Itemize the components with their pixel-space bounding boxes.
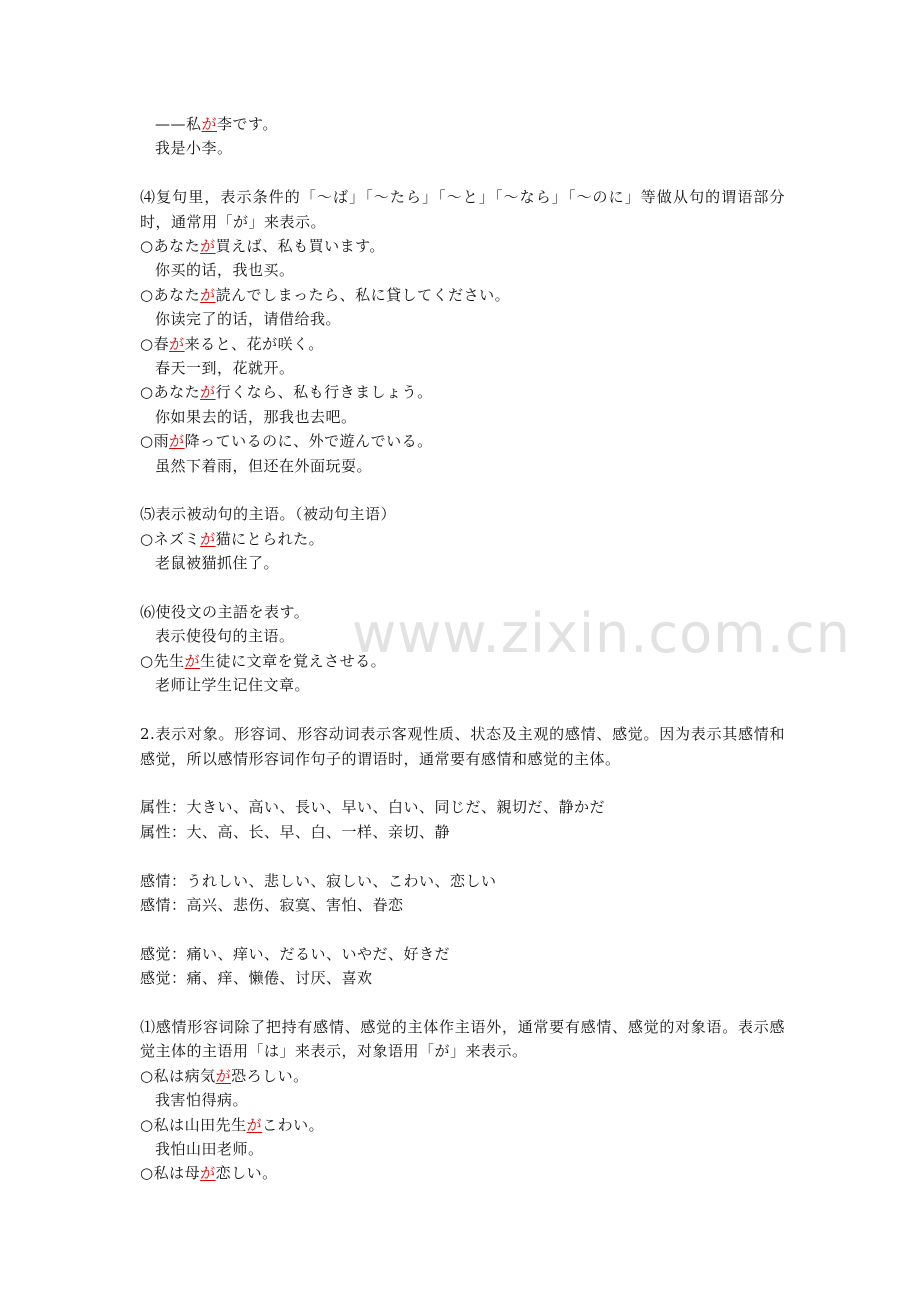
example-sentence	[140, 527, 785, 551]
text-line	[140, 795, 785, 819]
text-line	[140, 356, 785, 380]
text-segment: 感觉：痛い、痒い、だるい、いやだ、好きだ	[140, 944, 451, 963]
blank-line	[140, 161, 785, 185]
example-sentence	[140, 380, 785, 404]
text-line	[140, 966, 785, 990]
text-segment: 你如果去的话，那我也去吧。	[155, 407, 357, 426]
text-segment: 感觉：痛、痒、懒倦、讨厌、喜欢	[140, 969, 373, 988]
text-segment: ○あなた	[140, 237, 201, 256]
text-segment: 恐ろしい。	[231, 1066, 309, 1085]
text-segment: 虽然下着雨，但还在外面玩耍。	[155, 456, 373, 475]
text-segment: ○ネズミ	[140, 529, 201, 548]
text-segment: 李です。	[217, 115, 278, 133]
highlighted-particle: が	[184, 651, 201, 670]
example-sentence	[140, 1161, 785, 1185]
text-segment: ○先生	[140, 651, 185, 670]
text-segment: こわい。	[262, 1115, 325, 1134]
text-segment: 行くなら、私も行きましょう。	[215, 383, 433, 402]
highlighted-particle: が	[200, 1164, 216, 1183]
example-sentence	[140, 429, 785, 453]
text-segment: 生徒に文章を覚えさせる。	[200, 651, 387, 670]
text-line	[140, 454, 785, 478]
text-segment: 我是小李。	[155, 139, 233, 158]
highlighted-particle: が	[200, 237, 216, 256]
text-segment: ○あなた	[140, 285, 201, 304]
text-segment: ○春	[140, 334, 170, 353]
highlighted-particle: が	[169, 334, 185, 353]
example-sentence	[140, 332, 785, 356]
blank-line	[140, 576, 785, 600]
highlighted-particle: が	[200, 285, 216, 304]
blank-line	[140, 844, 785, 868]
text-line	[140, 673, 785, 697]
text-segment: 老鼠被猫抓住了。	[155, 554, 280, 573]
text-segment: ⑷复句里，表示条件的「～ば」「～たら」「～と」「～なら」「～のに」等做从句的谓语部分时，通常用「が」来表示。	[140, 188, 785, 231]
text-line	[140, 307, 785, 331]
text-line	[140, 624, 785, 648]
text-segment: ⑹使役文の主語を表す。	[140, 603, 310, 622]
text-segment: 恋しい。	[215, 1164, 278, 1183]
text-line	[140, 258, 785, 282]
example-sentence	[140, 283, 785, 307]
text-line	[140, 893, 785, 917]
text-line	[140, 112, 785, 136]
example-sentence	[140, 649, 785, 673]
example-sentence	[140, 1064, 785, 1088]
paragraph	[140, 722, 785, 771]
blank-line	[140, 698, 785, 722]
text-segment: 我害怕得病。	[155, 1091, 249, 1110]
text-segment: 你读完了的话，请借给我。	[155, 310, 342, 329]
text-segment: 2.表示对象。形容词、形容动词表示客观性质、状态及主观的感情、感觉。因为表示其感情和感觉，所以感情形容词作句子的谓语时，通常要有感情和感觉的主体。	[140, 725, 785, 768]
text-segment: 読んでしまったら、私に貸してください。	[215, 285, 511, 304]
text-segment: ⑸表示被动句的主语。（被动句主语）	[140, 505, 397, 524]
paragraph	[140, 1015, 785, 1064]
text-segment: 老师让学生记住文章。	[155, 676, 311, 695]
text-segment: 属性：大、高、长、早、白、一样、亲切、静	[140, 822, 451, 841]
text-segment: 你买的话，我也买。	[155, 261, 295, 280]
example-sentence	[140, 234, 785, 258]
text-segment: 属性：大きい、高い、長い、早い、白い、同じだ、親切だ、静かだ	[140, 798, 606, 817]
text-segment: ——私	[155, 115, 202, 133]
text-segment: 表示使役句的主语。	[155, 627, 295, 646]
text-segment: ○私は母	[140, 1164, 201, 1183]
text-line	[140, 502, 785, 526]
highlighted-particle: が	[169, 432, 185, 451]
text-segment: 降っているのに、外で遊んでいる。	[184, 432, 433, 451]
text-line	[140, 1088, 785, 1112]
text-segment: 猫にとられた。	[215, 529, 325, 548]
text-segment: 感情：うれしい、悲しい、寂しい、こわい、恋しい	[140, 871, 497, 890]
text-line	[140, 1137, 785, 1161]
text-line	[140, 600, 785, 624]
text-segment: ⑴感情形容词除了把持有感情、感觉的主体作主语外，通常要有感情、感觉的对象语。表示感觉主体的主语用「は」来表示，对象语用「が」来表示。	[140, 1017, 785, 1061]
blank-line	[140, 478, 785, 502]
text-segment: ○私は山田先生	[140, 1115, 247, 1134]
text-line	[140, 942, 785, 966]
text-line	[140, 820, 785, 844]
text-segment: 来ると、花が咲く。	[184, 334, 324, 353]
text-line	[140, 551, 785, 575]
text-segment: 感情：高兴、悲伤、寂寞、害怕、眷恋	[140, 895, 404, 914]
text-segment: 買えば、私も買います。	[215, 237, 385, 256]
text-segment: ○私は病気	[140, 1066, 216, 1085]
blank-line	[140, 771, 785, 795]
blank-line	[140, 991, 785, 1015]
highlighted-particle: が	[246, 1115, 263, 1134]
text-segment: ○あなた	[140, 383, 201, 402]
watermark: www.zixin.com.cn	[352, 602, 851, 665]
paragraph	[140, 185, 785, 234]
highlighted-particle: が	[200, 383, 216, 402]
document-body	[140, 112, 785, 1186]
text-line	[140, 405, 785, 429]
text-line	[140, 869, 785, 893]
text-segment: 春天一到，花就开。	[155, 359, 295, 378]
text-line	[140, 136, 785, 160]
highlighted-particle: が	[215, 1066, 232, 1085]
highlighted-particle: が	[200, 529, 216, 548]
example-sentence	[140, 1113, 785, 1137]
text-segment: ○雨	[140, 432, 170, 451]
highlighted-particle: が	[201, 115, 218, 133]
text-segment: 我怕山田老师。	[155, 1139, 264, 1158]
blank-line	[140, 917, 785, 941]
